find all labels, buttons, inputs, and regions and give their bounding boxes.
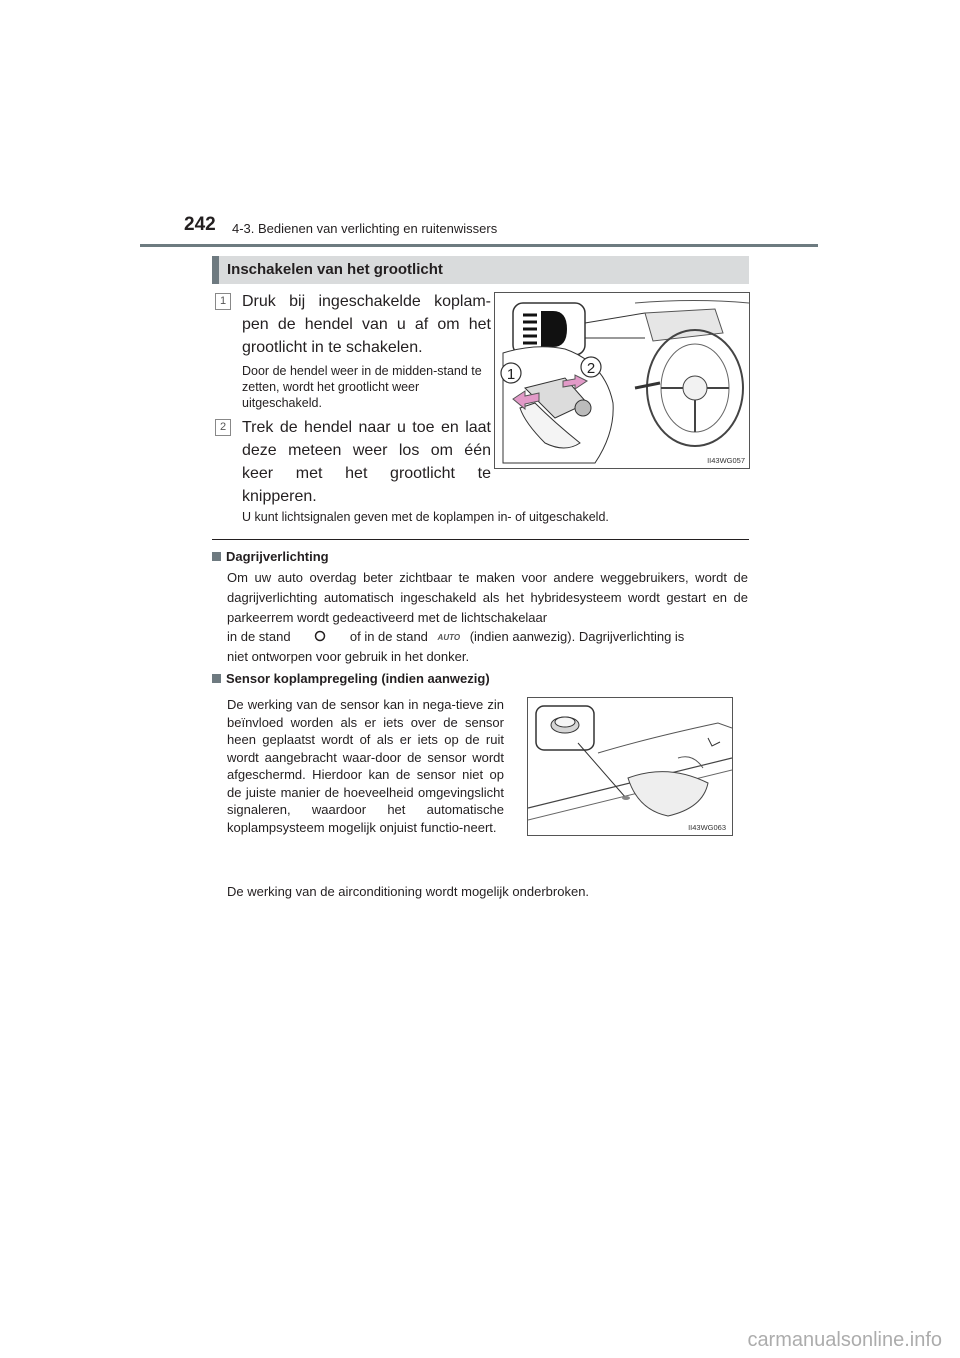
figure-marker-2: 2 xyxy=(586,360,596,377)
ac-note: De werking van de airconditioning wordt mogelijk onderbroken. xyxy=(227,884,590,899)
figure-1-code: II43WG057 xyxy=(707,456,745,465)
daytime-text-3: niet ontworpen voor gebruik in het donker. xyxy=(227,649,470,664)
step-2-text: Trek de hendel naar u toe en laat deze meteen weer los om één keer met het grootlicht te knipperen. xyxy=(242,419,491,505)
section-divider xyxy=(212,539,749,540)
watermark: carmanualsonline.info xyxy=(747,1329,942,1351)
off-position-icon xyxy=(294,628,346,648)
bullet-square-icon xyxy=(212,552,221,561)
daytime-text-2 xyxy=(227,627,748,648)
daytime-text-2c: (indien aanwezig). Dagrijverlichting is xyxy=(469,629,685,644)
daytime-heading xyxy=(212,549,329,564)
section-header xyxy=(212,256,749,284)
daytime-text-2a: in de stand xyxy=(227,629,291,644)
bullet-square-icon xyxy=(212,674,221,683)
sensor-figure xyxy=(527,697,733,836)
sensor-title: Sensor koplampregeling (indien aanwezig) xyxy=(226,671,490,686)
section-accent xyxy=(212,256,219,284)
daytime-text-2b: of in de stand xyxy=(349,629,428,644)
step-1-text: Druk bij ingeschakelde koplam-pen de hendel van u af om het grootlicht in te schakelen. xyxy=(242,293,491,356)
step-number-1: 1 xyxy=(215,293,231,310)
step-number-2: 2 xyxy=(215,419,231,436)
step-1-note: Door de hendel weer in de midden-stand te zetten, wordt het grootlicht weer uitgeschakeld. xyxy=(242,364,482,410)
sensor-illustration xyxy=(528,698,732,835)
header-divider xyxy=(140,244,818,247)
headlight-lever-figure xyxy=(494,292,750,469)
signal-note: U kunt lichtsignalen geven met de koplampen in- of uitgeschakeld. xyxy=(242,510,609,524)
section-title: Inschakelen van het grootlicht xyxy=(227,261,443,278)
sensor-heading xyxy=(212,671,490,686)
figure-2-code: II43WG063 xyxy=(688,823,726,832)
auto-icon: AUTO xyxy=(437,632,461,642)
sensor-text: De werking van de sensor kan in nega-tieve zin beïnvloed worden als er iets over de sensor heen geplaatst wordt of als er iets op de ruit wordt aangebracht waar-door de sensor wordt afgeschermd. Hierdoor kan de sensor niet op de juiste manier de hoeveelheid omgevingslicht signaleren, waardoor het automatische koplampsysteem mogelijk onjuist functio-neert. xyxy=(227,697,504,835)
figure-marker-1: 1 xyxy=(506,366,516,383)
chapter-title: 4-3. Bedienen van verlichting en ruitenwissers xyxy=(232,221,498,236)
page-number: 242 xyxy=(184,214,216,235)
daytime-title: Dagrijverlichting xyxy=(226,549,329,564)
headlight-lever-illustration xyxy=(495,293,749,468)
daytime-text-1: Om uw auto overdag beter zichtbaar te maken voor andere weggebruikers, wordt de dagrijverlichting automatisch ingeschakeld als het hybridesysteem wordt gestart en de parkeerrem wordt gedeactiveerd met de lichtschakelaar xyxy=(227,570,748,625)
